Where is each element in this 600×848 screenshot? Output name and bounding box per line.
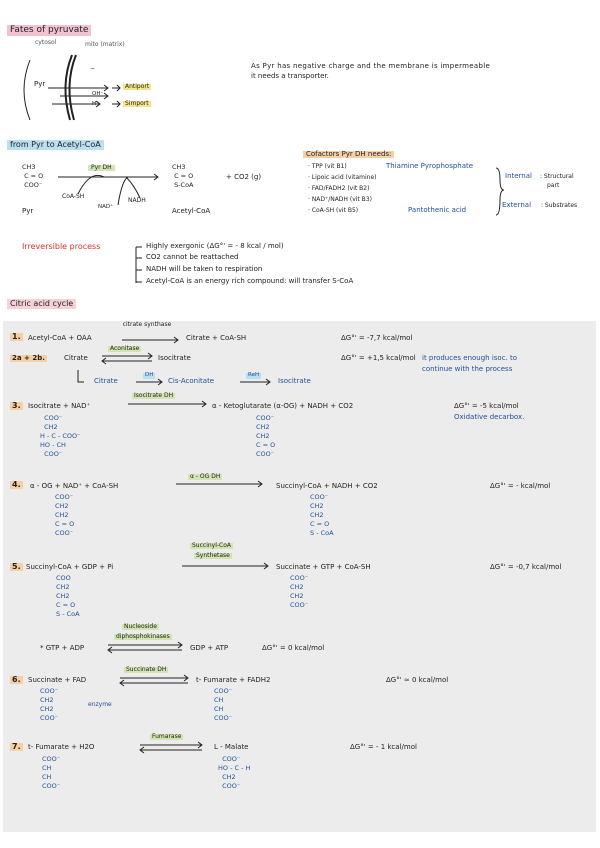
internal-desc: : Structural	[540, 173, 574, 180]
irreversible-item-1: Highly exergonic (ΔG°' = - 8 kcal / mol)	[146, 242, 284, 250]
step5-succinylcoa-structure: COO CH2 CH2 C = O S - CoA	[56, 574, 80, 618]
irreversible-label: Irreversible process	[22, 242, 101, 251]
step5-lhs: Succinyl-CoA + GDP + Pi	[26, 563, 114, 571]
intro-line2: it needs a transporter.	[251, 72, 329, 80]
cofactor-1-name: Thiamine Pyrophosphate	[386, 162, 474, 170]
nad-label: NAD⁺	[98, 204, 114, 210]
step2-reh: ReH	[248, 372, 260, 378]
step2-lhs: Citrate	[64, 354, 88, 362]
cofactor-3: · FAD/FADH2 (vit B2)	[308, 185, 370, 192]
section-title-fates: Fates of pyruvate	[7, 25, 91, 36]
step5-number: 5.	[12, 562, 21, 571]
step5-dg: ΔG°' = -0,7 kcal/mol	[490, 563, 562, 571]
irreversible-item-3: NADH will be taken to respiration	[146, 265, 263, 273]
step7-enzyme: Fumarase	[152, 733, 182, 740]
ndpk-enzyme-line2: diphosphokinases	[116, 633, 170, 640]
nadh-label: NADH	[128, 197, 146, 204]
external-desc: : Substrates	[541, 202, 578, 209]
step7-lhs: t- Fumarate + H2O	[28, 743, 95, 751]
step6-dg: ΔG°' ≃ 0 kcal/mol	[386, 676, 449, 684]
step5-enzyme-line1: Succinyl-CoA	[192, 542, 232, 549]
step2-note2: continue with the process	[422, 365, 513, 373]
acetylcoa-structure: CH3 C = O S-CoA	[172, 163, 194, 189]
step4-alpha-og-structure: COO⁻ CH2 CH2 C = O COO⁻	[55, 493, 75, 537]
section-title-pdh: from Pyr to Acetyl-CoA	[7, 140, 104, 150]
step2-sub-cisaconitate: Cis-Aconitate	[168, 377, 215, 385]
step5-enzyme-line2: Synthetase	[196, 552, 230, 559]
co2-product: + CO2 (g)	[226, 173, 262, 181]
isocitrate-structure: COO⁻ CH2 H - C - COO⁻ HO - CH COO⁻	[40, 414, 81, 458]
step1-enzyme: citrate synthase	[122, 321, 172, 328]
pyr-cell-label: Pyr	[34, 80, 46, 88]
step6-rhs: t- Fumarate + FADH2	[196, 676, 271, 684]
step6-enzyme: Succinate DH	[126, 666, 167, 673]
ndpk-lhs: * GTP + ADP	[40, 644, 85, 652]
ndpk-dg: ΔG°' = 0 kcal/mol	[262, 644, 325, 652]
internal-label: Internal	[505, 172, 532, 180]
minus-label: −	[90, 65, 96, 72]
external-label: External	[502, 201, 532, 209]
internal-desc2: part	[547, 182, 560, 189]
step7-number: 7.	[12, 742, 21, 751]
step4-dg: ΔG°' = - kcal/mol	[490, 482, 551, 490]
simport-label: Simport	[125, 100, 149, 107]
pyruvate-structure: CH3 C = O COO⁻	[22, 163, 44, 189]
cofactor-5: · CoA-SH (vit B5)	[308, 207, 359, 214]
section-title-citric: Citric acid cycle	[7, 299, 76, 309]
malate-structure: COO⁻ HO - C - H CH2 COO⁻	[218, 755, 251, 790]
step3-dg: ΔG°' = -5 kcal/mol	[454, 402, 519, 410]
ndpk-rhs: GDP + ATP	[190, 644, 229, 652]
alpha-og-structure: COO⁻ CH2 CH2 C = O COO⁻	[256, 414, 276, 458]
step2-note1: it produces enough isoc. to	[422, 354, 518, 362]
step3-enzyme: Isocitrate DH	[134, 392, 174, 399]
step2-dh: DH	[145, 372, 154, 378]
fumarate-structure: COO⁻ CH CH COO⁻	[214, 687, 233, 722]
step3-rhs: α - Ketoglutarate (α-OG) + NADH + CO2	[212, 402, 354, 410]
step4-enzyme: α - OG DH	[190, 473, 221, 480]
step4-number: 4.	[12, 480, 21, 489]
cytosol-label: cytosol	[35, 39, 57, 46]
oh-label: OH⁻	[92, 91, 104, 97]
step2-dg: ΔG°' = +1,5 kcal/mol	[341, 354, 416, 362]
intro-line1: As Pyr has negative charge and the membrane is impermeable	[251, 62, 491, 70]
step1-rhs: Citrate + CoA-SH	[186, 334, 247, 342]
ndpk-enzyme-line1: Nucleoside	[124, 623, 157, 630]
step1-number: 1.	[12, 332, 21, 341]
step7-rhs: L - Malate	[214, 743, 249, 751]
step3-number: 3.	[12, 401, 21, 410]
step7-dg: ΔG°' = - 1 kcal/mol	[350, 743, 417, 751]
enzyme-note: enzyme	[88, 701, 112, 708]
acetylcoa-label: Acetyl-CoA	[172, 207, 211, 215]
antiport-label: Antiport	[125, 83, 150, 90]
step6-succinate-structure: COO⁻ CH2 CH2 COO⁻	[40, 687, 59, 722]
pyr-dh-enzyme: Pyr DH	[88, 165, 115, 171]
step2-sub-citrate: Citrate	[94, 377, 118, 385]
step6-number: 6.	[12, 675, 21, 684]
step2-enzyme: Aconitase	[110, 345, 140, 352]
step1-dg: ΔG°' = -7,7 kcal/mol	[341, 334, 413, 342]
step7-fumarate-structure: COO⁻ CH CH COO⁻	[42, 755, 61, 790]
step5-rhs: Succinate + GTP + CoA-SH	[276, 563, 371, 571]
step3-note: Oxidative decarbox.	[454, 413, 525, 421]
irreversible-item-4: Acetyl-CoA is an energy rich compound: will transfer S-CoA	[146, 277, 354, 285]
h-label: H⁺	[92, 101, 100, 107]
cofactor-2: · Lipoic acid (vitamine)	[308, 174, 377, 181]
step6-lhs: Succinate + FAD	[28, 676, 87, 684]
cofactor-1: · TPP (vit B1)	[308, 163, 347, 170]
coash-label: CoA-SH	[62, 193, 85, 200]
succinate-structure: COO⁻ CH2 CH2 COO⁻	[290, 574, 309, 609]
cofactor-5-name: Pantothenic acid	[408, 206, 467, 214]
step4-rhs: Succinyl-CoA + NADH + CO2	[276, 482, 378, 490]
succinylcoa-structure: COO⁻ CH2 CH2 C = O S - CoA	[310, 493, 334, 537]
step2-number: 2a + 2b.	[12, 354, 45, 362]
cofactors-title: Cofactors Pyr DH needs:	[303, 151, 394, 158]
irreversible-item-2: CO2 cannot be reattached	[146, 253, 239, 261]
cofactor-4: · NAD⁺/NADH (vit B3)	[308, 196, 372, 203]
mito-label: mito (matrix)	[85, 41, 125, 48]
step2-sub-isocitrate: Isocitrate	[278, 377, 311, 385]
step1-lhs: Acetyl-CoA + OAA	[28, 334, 92, 342]
step4-lhs: α - OG + NAD⁺ + CoA-SH	[30, 482, 119, 490]
step3-lhs: Isocitrate + NAD⁺	[28, 402, 91, 410]
step2-rhs: Isocitrate	[158, 354, 191, 362]
pyr-label: Pyr	[22, 207, 34, 215]
